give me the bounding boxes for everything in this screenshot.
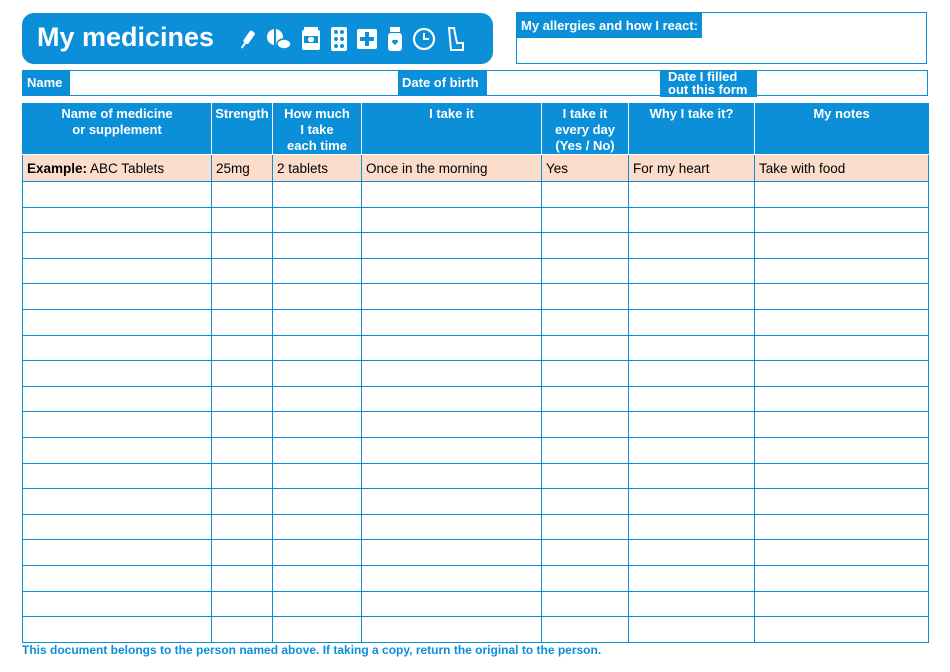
col-every-day-cell[interactable] [542,514,629,540]
col-notes-cell[interactable] [755,565,929,591]
col-i-take-it-cell[interactable] [362,258,542,284]
medicines-table-wrap [22,103,928,643]
col-medicine-name-cell[interactable] [23,233,212,259]
col-i-take-it-cell[interactable] [362,617,542,643]
col-i-take-it-cell[interactable] [362,591,542,617]
col-i-take-it-cell[interactable] [362,335,542,361]
col-strength-cell[interactable] [212,284,273,310]
syringe-icon [238,27,258,51]
col-medicine-name-cell[interactable] [23,489,212,515]
table-body [23,155,929,643]
col-medicine-name-cell[interactable] [23,412,212,438]
col-how-much-cell[interactable] [273,258,362,284]
col-i-take-it-cell[interactable] [362,489,542,515]
col-notes-header [755,103,929,155]
col-how-much-header [273,103,362,155]
col-notes-cell[interactable] [755,258,929,284]
col-how-much-cell[interactable] [273,463,362,489]
col-medicine-name-cell[interactable] [23,258,212,284]
col-how-much-cell[interactable] [273,233,362,259]
table-row [23,412,929,438]
col-i-take-it-header [362,103,542,155]
col-notes-cell[interactable] [755,233,929,259]
col-i-take-it-cell[interactable] [362,386,542,412]
col-how-much-cell[interactable] [273,182,362,208]
col-i-take-it-cell[interactable] [362,182,542,208]
col-strength-cell[interactable] [212,540,273,566]
col-how-much-cell[interactable] [273,386,362,412]
table-row [23,182,929,208]
footer-note: This document belongs to the person named above. If taking a copy, return the original to the person. [22,643,602,657]
col-why-cell[interactable] [629,565,755,591]
col-i-take-it-cell[interactable] [362,565,542,591]
date-filled-line1: Date I filled [668,69,738,84]
col-strength-cell[interactable] [212,489,273,515]
col-every-day-cell[interactable] [542,565,629,591]
col-why-cell[interactable] [629,207,755,233]
col-medicine-name-cell[interactable] [23,514,212,540]
col-i-take-it-cell[interactable] [362,361,542,387]
table-row [23,233,929,259]
col-i-take-it-cell[interactable] [362,540,542,566]
col-why-cell[interactable] [629,182,755,208]
col-how-much-cell[interactable] [273,207,362,233]
col-notes-cell[interactable] [755,361,929,387]
col-medicine-name-cell[interactable] [23,361,212,387]
col-strength-cell[interactable] [212,233,273,259]
col-notes-cell[interactable] [755,284,929,310]
col-i-take-it-cell[interactable] [362,233,542,259]
col-why-header [629,103,755,155]
table-header-row [23,103,929,155]
col-notes-cell[interactable] [755,412,929,438]
col-how-much-cell[interactable] [273,514,362,540]
col-i-take-it-cell[interactable] [362,412,542,438]
col-strength-header [212,103,273,155]
col-strength-cell[interactable] [212,565,273,591]
first-aid-icon [356,28,378,50]
pills-icon [266,27,292,51]
col-every-day-cell[interactable] [542,463,629,489]
col-strength-cell[interactable] [212,361,273,387]
col-why-cell[interactable] [629,489,755,515]
col-notes-cell[interactable] [755,591,929,617]
table-row [23,258,929,284]
col-every-day-cell[interactable] [542,284,629,310]
col-why-cell[interactable] [629,309,755,335]
example-prefix: Example: [27,160,88,176]
col-every-day-cell[interactable] [542,182,629,208]
table-row [23,335,929,361]
medicine-box-icon [300,26,322,52]
col-strength-cell[interactable] [212,309,273,335]
col-medicine-name-cell[interactable] [23,386,212,412]
col-every-day-cell[interactable] [542,361,629,387]
table-row [23,386,929,412]
col-how-much-cell[interactable] [273,565,362,591]
col-why-cell[interactable] [629,258,755,284]
title-banner [22,13,493,64]
col-notes-cell[interactable] [755,386,929,412]
col-notes-cell[interactable] [755,207,929,233]
col-how-much-cell[interactable] [273,284,362,310]
col-medicine-name-cell[interactable] [23,309,212,335]
col-why-cell[interactable] [629,335,755,361]
col-strength-cell[interactable] [212,463,273,489]
col-medicine-name-cell[interactable] [23,463,212,489]
table-row [23,489,929,515]
col-i-take-it-cell[interactable] [362,309,542,335]
header-line: I take it [562,106,608,121]
col-strength-cell[interactable] [212,182,273,208]
col-strength-cell[interactable] [212,514,273,540]
col-every-day-cell[interactable] [542,437,629,463]
col-notes-cell[interactable] [755,540,929,566]
col-how-much-cell[interactable] [273,489,362,515]
col-strength-cell[interactable] [212,617,273,643]
clock-icon [412,27,436,51]
col-medicine-name-header [23,103,212,155]
col-every-day-cell[interactable] [542,617,629,643]
col-notes-cell[interactable] [755,617,929,643]
col-why-cell[interactable] [629,412,755,438]
col-i-take-it-cell[interactable] [362,207,542,233]
table-row [23,540,929,566]
col-every-day-cell[interactable] [542,335,629,361]
col-how-much-cell[interactable] [273,437,362,463]
col-notes-cell[interactable] [755,335,929,361]
col-how-much-cell[interactable] [273,617,362,643]
col-medicine-name-cell[interactable] [23,437,212,463]
example-name: ABC Tablets [90,160,165,176]
col-strength-cell[interactable] [212,386,273,412]
col-how-much-cell[interactable] [273,335,362,361]
col-how-much-cell[interactable] [273,309,362,335]
col-strength-cell[interactable] [212,437,273,463]
col-every-day-header [542,103,629,155]
col-why-cell[interactable] [629,540,755,566]
col-notes-cell[interactable] [755,182,929,208]
date-filled-label [660,70,757,97]
table-row [23,361,929,387]
example-why: For my heart [629,155,755,182]
header-line: I take [300,122,334,137]
col-strength-cell[interactable] [212,412,273,438]
col-notes-cell[interactable] [755,309,929,335]
dob-label: Date of birth [398,71,487,95]
col-medicine-name-cell[interactable] [23,540,212,566]
header-line: My notes [813,106,870,121]
header-line: How much [284,106,350,121]
col-every-day-cell[interactable] [542,233,629,259]
header-line: (Yes / No) [555,138,615,153]
header-line: I take it [429,106,474,121]
header-line: or supplement [72,122,162,137]
col-notes-cell[interactable] [755,437,929,463]
col-every-day-cell[interactable] [542,309,629,335]
icon-strip [238,25,466,53]
header-line: each time [287,138,347,153]
col-notes-cell[interactable] [755,489,929,515]
col-medicine-name-cell[interactable] [23,591,212,617]
col-how-much-cell[interactable] [273,540,362,566]
col-every-day-cell[interactable] [542,386,629,412]
personal-info-row [22,70,928,96]
col-why-cell[interactable] [629,386,755,412]
col-why-cell[interactable] [629,514,755,540]
col-every-day-cell[interactable] [542,258,629,284]
date-filled-line2: out this form [668,82,748,97]
example-row [23,155,929,182]
example-notes: Take with food [755,155,929,182]
col-i-take-it-cell[interactable] [362,437,542,463]
table-row [23,284,929,310]
col-every-day-cell[interactable] [542,207,629,233]
col-i-take-it-cell[interactable] [362,463,542,489]
blister-pack-icon [330,26,348,52]
col-how-much-cell[interactable] [273,591,362,617]
col-medicine-name-cell[interactable] [23,284,212,310]
col-medicine-name-cell[interactable] [23,207,212,233]
col-medicine-name-cell[interactable] [23,617,212,643]
col-notes-cell[interactable] [755,514,929,540]
col-how-much-cell[interactable] [273,361,362,387]
col-why-cell[interactable] [629,284,755,310]
table-row [23,617,929,643]
table-row [23,463,929,489]
table-row [23,437,929,463]
col-why-cell[interactable] [629,617,755,643]
col-every-day-cell[interactable] [542,412,629,438]
header-line: Name of medicine [61,106,173,121]
example-every-day: Yes [542,155,629,182]
col-why-cell[interactable] [629,233,755,259]
col-strength-cell[interactable] [212,207,273,233]
page-title: My medicines [37,22,215,52]
header-line: Why I take it? [649,106,734,121]
name-label: Name [23,71,70,95]
col-every-day-cell[interactable] [542,591,629,617]
allergies-field[interactable] [516,12,927,64]
col-every-day-cell[interactable] [542,489,629,515]
table-row [23,309,929,335]
example-name-cell [23,155,212,182]
medicines-table [22,103,929,643]
inhaler-icon [444,26,466,52]
col-i-take-it-cell[interactable] [362,284,542,310]
example-when: Once in the morning [362,155,542,182]
col-strength-cell[interactable] [212,258,273,284]
col-why-cell[interactable] [629,437,755,463]
example-strength: 25mg [212,155,273,182]
example-amount: 2 tablets [273,155,362,182]
col-i-take-it-cell[interactable] [362,514,542,540]
col-why-cell[interactable] [629,463,755,489]
col-medicine-name-cell[interactable] [23,565,212,591]
table-row [23,207,929,233]
allergies-label: My allergies and how I react: [517,13,702,38]
col-why-cell[interactable] [629,361,755,387]
col-medicine-name-cell[interactable] [23,335,212,361]
table-row [23,514,929,540]
table-row [23,591,929,617]
col-why-cell[interactable] [629,591,755,617]
bottle-icon [386,26,404,52]
header-line: Strength [215,106,269,121]
col-strength-cell[interactable] [212,335,273,361]
col-notes-cell[interactable] [755,463,929,489]
col-every-day-cell[interactable] [542,540,629,566]
header-line: every day [555,122,615,137]
table-row [23,565,929,591]
col-strength-cell[interactable] [212,591,273,617]
col-medicine-name-cell[interactable] [23,182,212,208]
col-how-much-cell[interactable] [273,412,362,438]
